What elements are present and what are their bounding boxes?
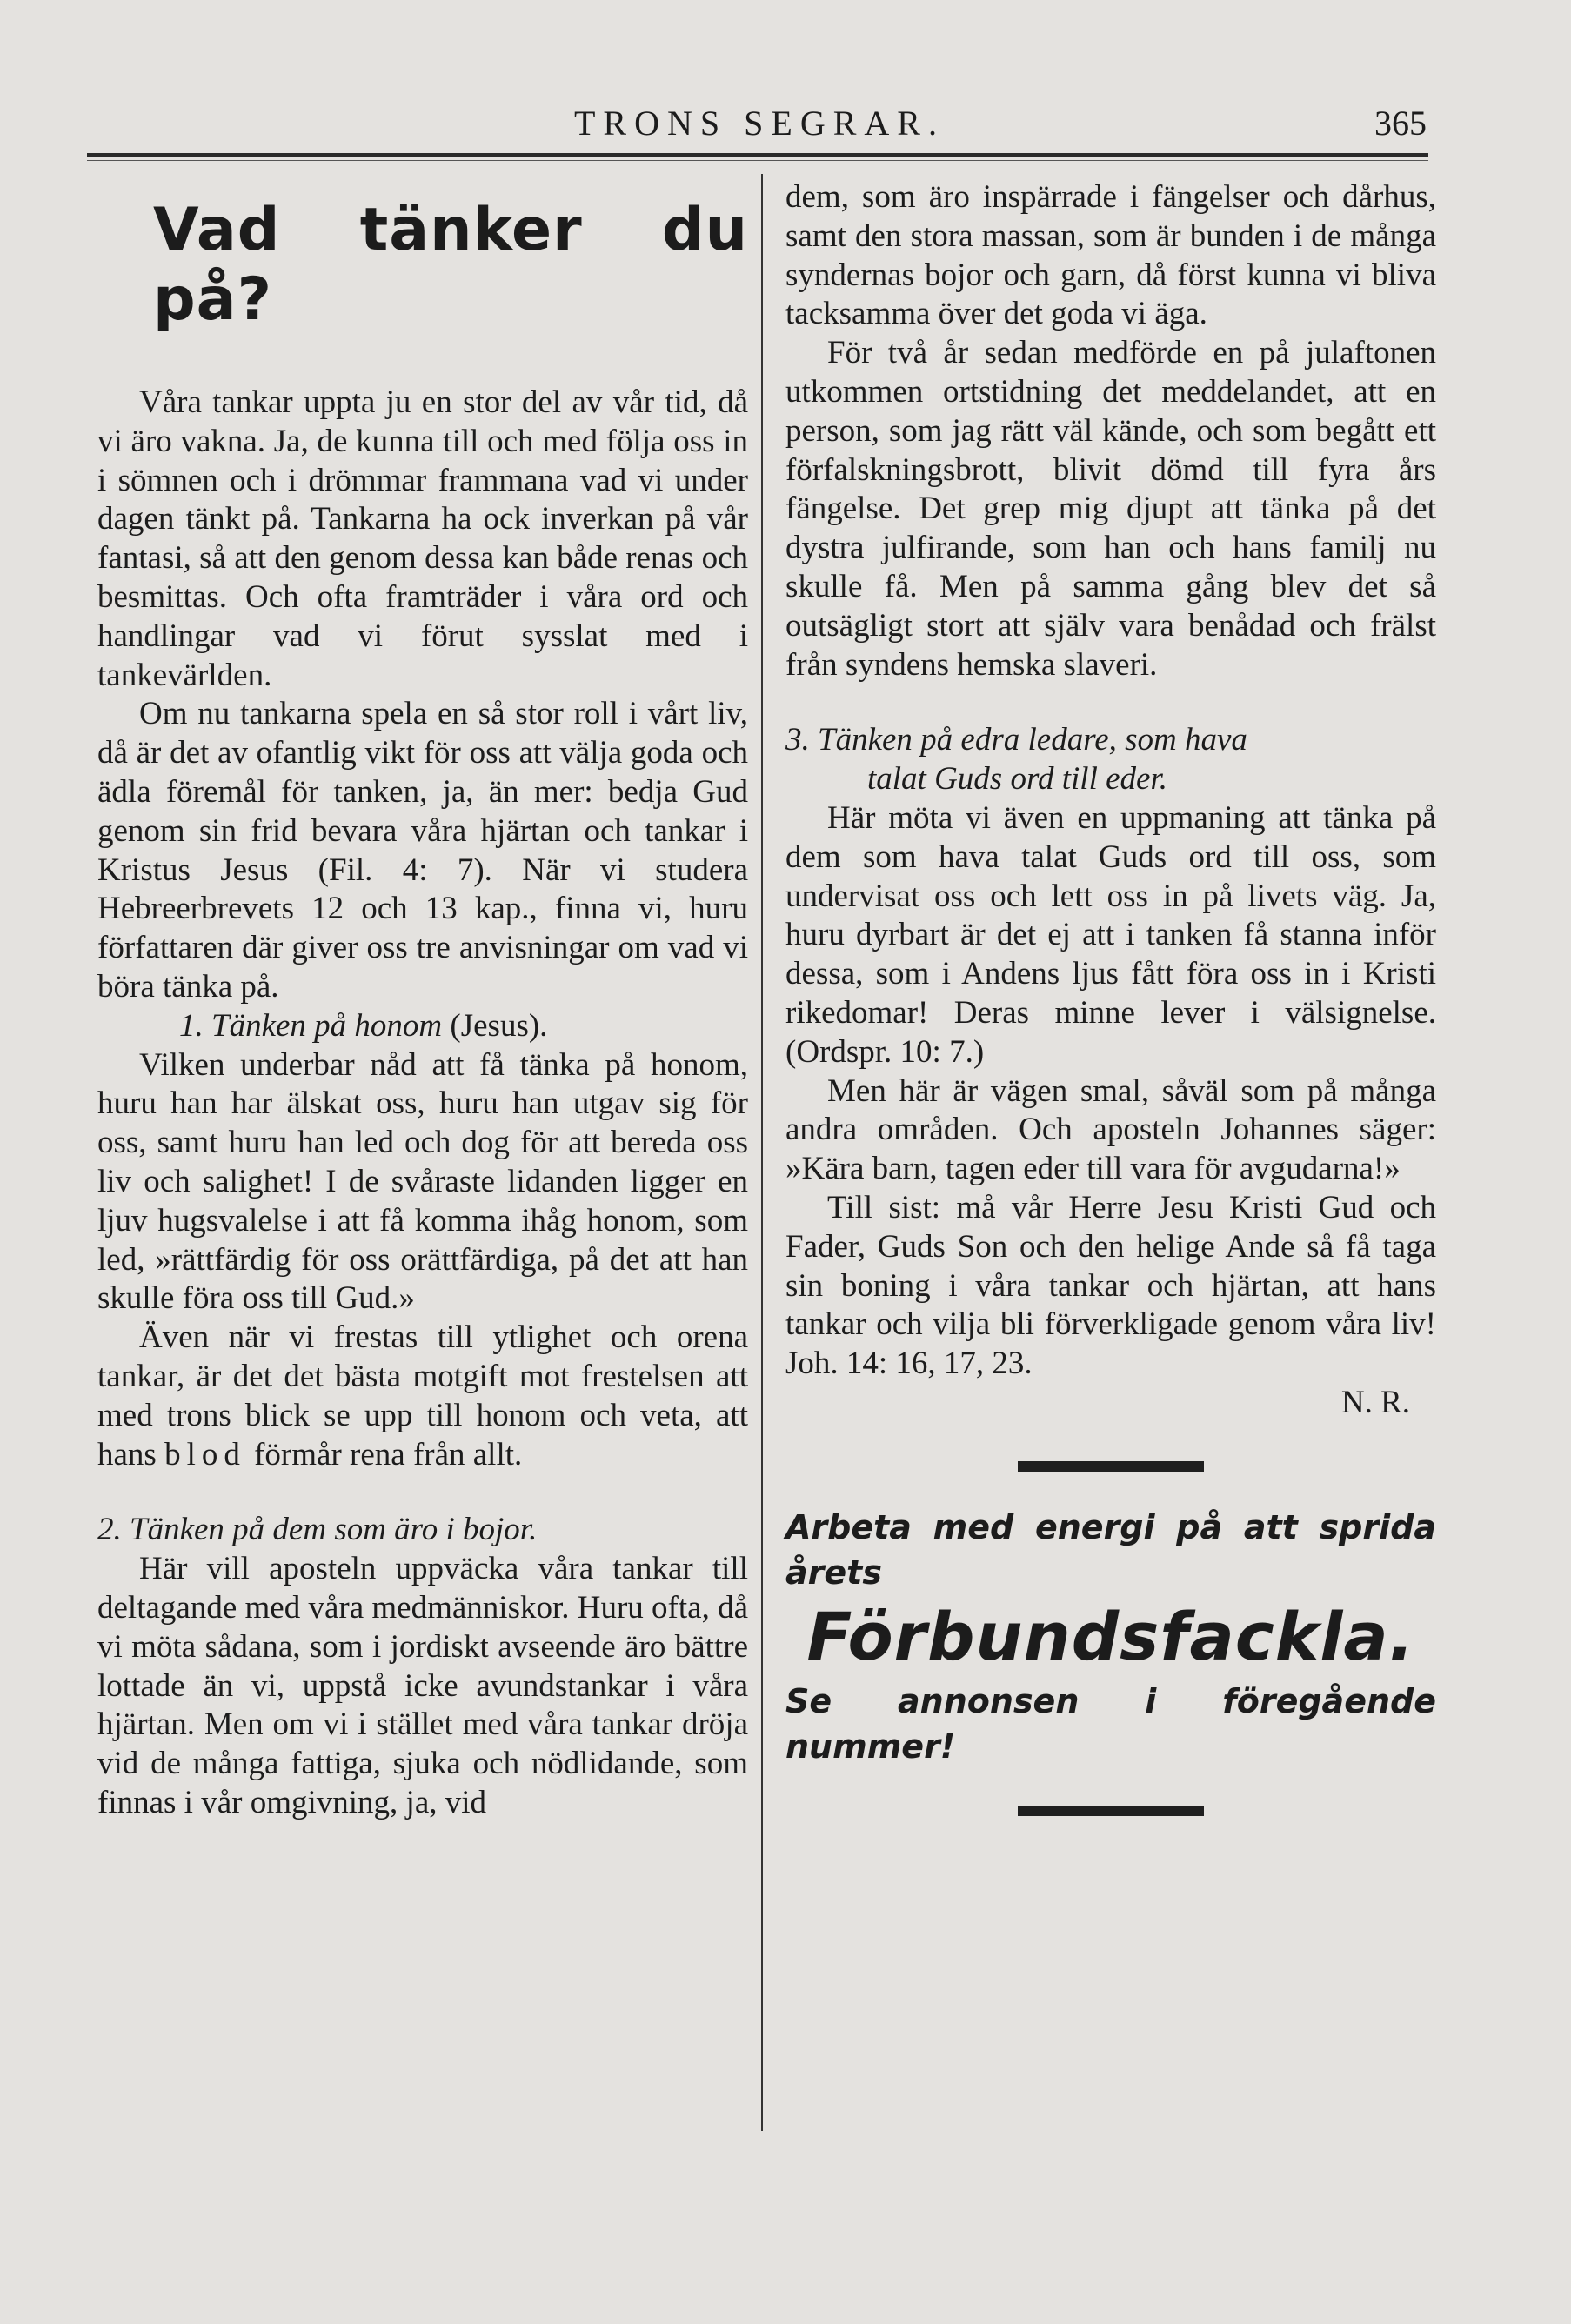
page-header [87, 103, 1427, 148]
section-1-paragraph-2 [97, 1319, 748, 1474]
signature: N. R. [1340, 1384, 1410, 1420]
section-3-paragraph-2: Men här är vägen smal, såväl som på många andra områden. Och aposteln Johannes säger: »Kära barn, tagen eder till vara för avgudarna!» [786, 1072, 1436, 1187]
section-2-paragraph-2: För två år sedan medförde en på julaftonen utkommen ortstidning det meddelandet, att en person, som jag rätt väl kände, och som begått ett förfalskningsbrott, blivit dömd till fyra års fängelse. Det grep mig djupt att tänka på det dystra julfirande, som han och hans familj nu skulle få. Men på samma gång blev det så outsägligt stort att själv vara benådad och frälst från syndens hemska slaveri. [786, 335, 1436, 683]
section-1-note: (Jesus). [450, 1007, 548, 1044]
section-3-heading-line-2: talat Guds ord till eder. [867, 761, 1167, 798]
section-3-paragraph-1: Här möta vi även en uppmaning att tänka på dem som hava talat Guds ord till oss, som undervisat oss och lett oss in på livets väg. Ja, huru dyrbart är det ej att i tanken få stanna inför dessa, som i Andens ljus fått föra oss in i Kristi rikedomar! Deras minne lever i välsignelse. (Ordspr. 10: 7.) [786, 799, 1436, 1070]
running-title: TRONS SEGRAR. [574, 104, 945, 143]
section-2-continuation: dem, som äro inspärrade i fängelser och dårhus, samt den stora massan, som är bunden i de många syndernas bojor och garn, då först kunna vi bliva tacksamma över det goda vi äga. [786, 179, 1436, 332]
intro-paragraph-2: Om nu tankarna spela en så stor roll i vårt liv, då är det av ofantlig vikt för oss att välja goda och ädla föremål för tanken, ja, än mer: bedja Gud genom sin frid bevara våra hjärtan och tankar i Kristus Jesus (Fil. 4: 7). När vi studera Hebreerbrevets 12 och 13 kap., finna vi, huru författaren där giver oss tre anvisningar om vad vi böra tänka på. [97, 696, 748, 1005]
left-column [97, 178, 748, 1823]
section-2-heading: 2. Tänken på dem som äro i bojor. [97, 1512, 538, 1548]
section-2-paragraph-1: Här vill aposteln uppväcka våra tankar till deltagande med våra medmänniskor. Huru ofta, då vi möta sådana, som i jordiskt avseende äro bättre lottade än vi, uppstå icke avundstankar i våra hjärtan. Men om vi i stället med våra tankar dröja vid de många fattiga, sjuka och nödlidande, som finnas i vår omgivning, ja, vid [97, 1551, 748, 1820]
emphasized-word: blod [164, 1436, 246, 1473]
section-1-paragraph-2-end: förmår rena från allt. [254, 1436, 523, 1473]
section-1-paragraph-1: Vilken underbar nåd att få tänka på honom, huru han har älskat oss, huru han utgav sig för oss, samt huru han led och dog för att bereda oss liv och salighet! I de svåraste lidanden ligger en ljuv hugsvalelse i att få komma ihåg honom, som led, »rättfärdig för oss orättfärdiga, på det att han skulle föra oss till Gud.» [97, 1046, 748, 1317]
column-divider [761, 174, 763, 2131]
section-3-heading [786, 721, 1436, 799]
section-3-heading-line-1: 3. Tänken på edra ledare, som hava [786, 722, 1247, 758]
section-3-paragraph-3: Till sist: må vår Herre Jesu Kristi Gud och Fader, Guds Son och den helige Ande så få taga sin boning i våra tankar och hjärtan, att hans tankar och vilja bli förverkligade genom våra liv! Joh. 14: 16, 17, 23. [786, 1189, 1436, 1382]
advert-divider-bottom [1018, 1806, 1204, 1816]
advertisement [786, 1505, 1436, 1769]
right-column [786, 178, 1436, 1816]
page-number: 365 [1374, 104, 1427, 143]
header-rule-thin [87, 160, 1428, 161]
advert-line-1: Arbeta med energi på att sprida årets [786, 1507, 1436, 1592]
header-rule [87, 153, 1428, 157]
intro-paragraph-1: Våra tankar uppta ju en stor del av vår tid, då vi äro vakna. Ja, de kunna till och med följa oss in i sömnen och i drömmar frammana vad vi under dagen tänkt på. Tankarna ha ock inverkan på vår fantasi, så att den genom dessa kan både renas och besmittas. Och ofta framträder i våra ord och handlingar vad vi förut sysslat med i tankevärlden. [97, 384, 748, 693]
advert-title: Förbundsfackla. [806, 1597, 1415, 1675]
section-1-number: 1. [179, 1007, 204, 1044]
advert-divider-top [1018, 1461, 1204, 1472]
section-1-title: Tänken på honom [211, 1007, 443, 1044]
section-1-heading [97, 1007, 748, 1046]
advert-line-2: Se annonsen i föregående nummer! [786, 1681, 1436, 1766]
article-title: Vad tänker du på? [153, 196, 748, 334]
section-1-paragraph-2-text: Även när vi frestas till ytlighet och orena tankar, är det det bästa motgift mot frestelsen att med trons blick se upp till honom och veta, att hans [97, 1319, 748, 1473]
